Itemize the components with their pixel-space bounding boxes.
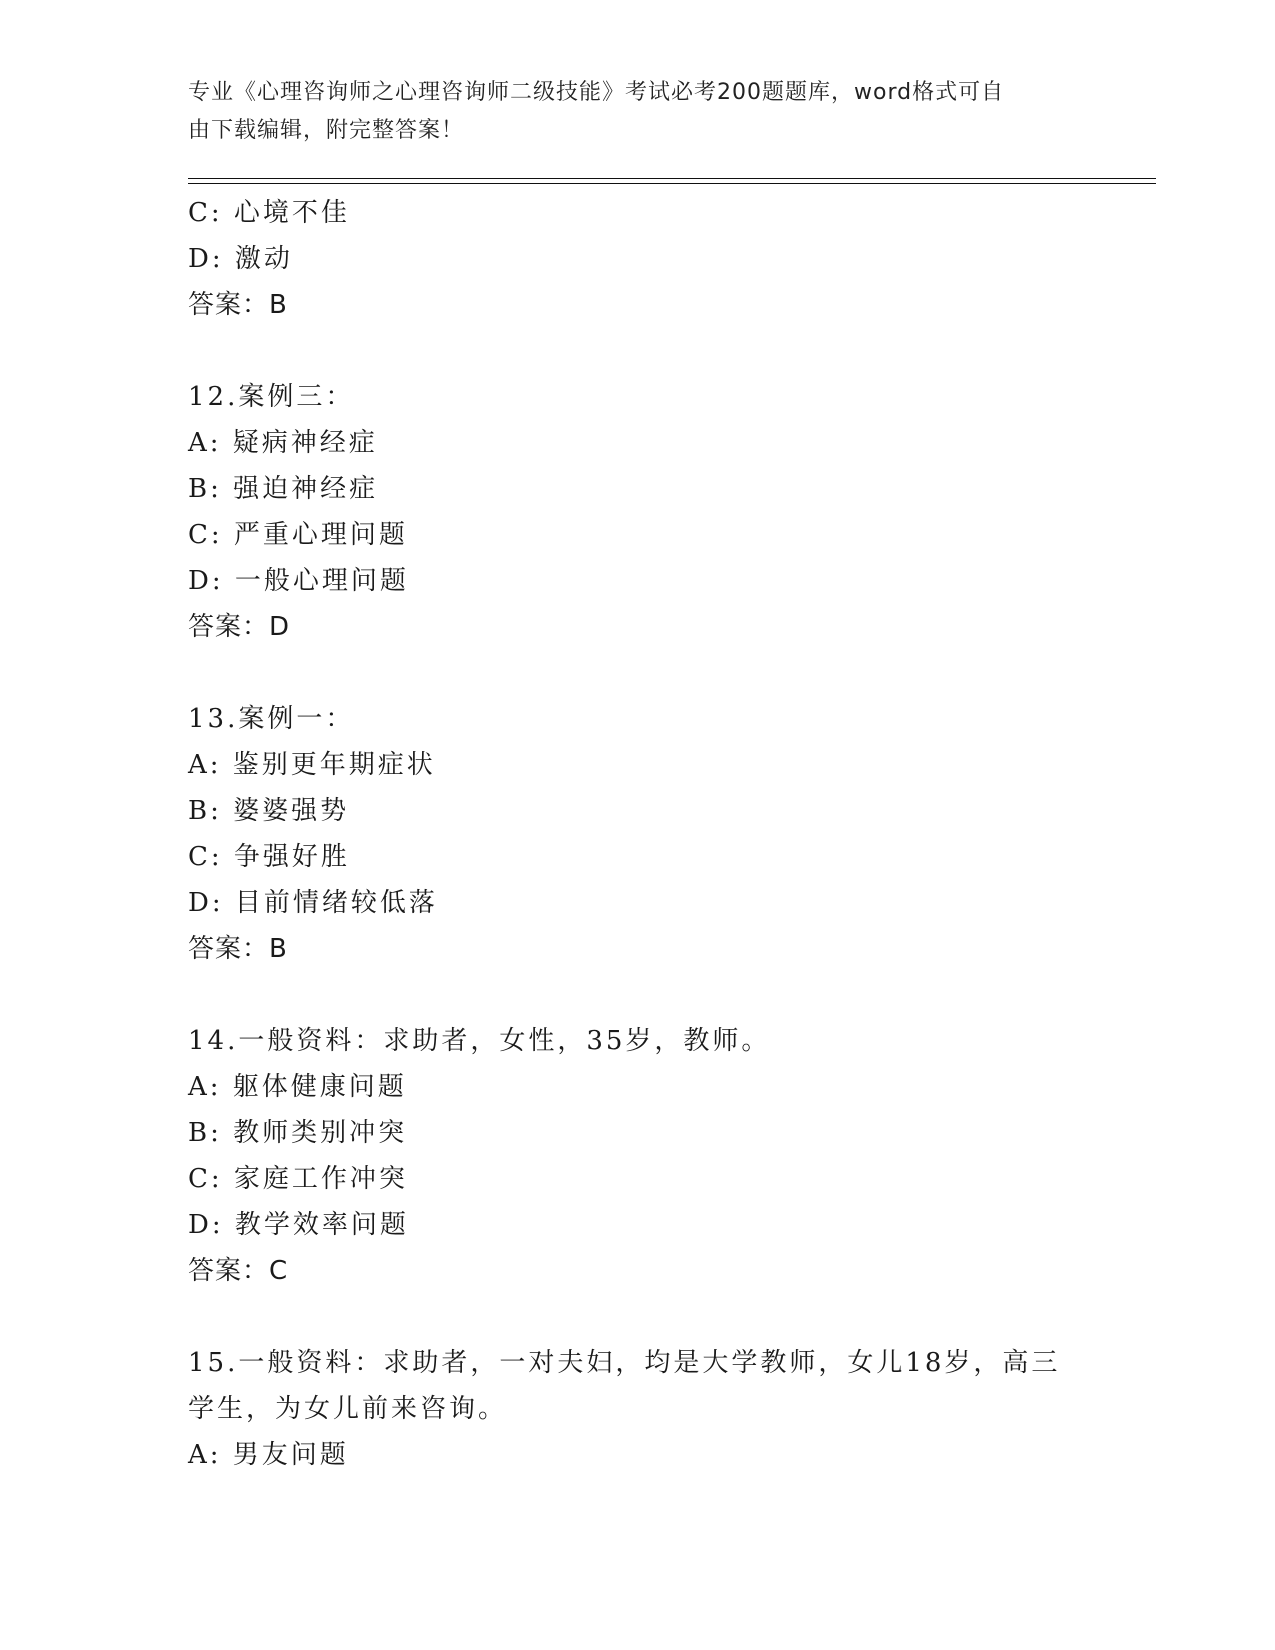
spacer (188, 1294, 1088, 1340)
q14-answer: 答案：C (188, 1256, 289, 1286)
spacer (188, 650, 1088, 696)
q14-stem: 14.一般资料：求助者，女性，35岁，教师。 (188, 1026, 771, 1056)
spacer (188, 328, 1088, 374)
q13-option-b: B: 婆婆强势 (188, 796, 350, 826)
q11-option-c: C: 心境不佳 (188, 198, 350, 228)
question-list (188, 190, 1088, 1478)
q13-option-c: C: 争强好胜 (188, 842, 350, 872)
q12-answer: 答案：D (188, 612, 291, 642)
header-rule-bottom (188, 183, 1156, 184)
q11-answer: 答案：B (188, 290, 288, 320)
spacer (188, 972, 1088, 1018)
q14-option-c: C: 家庭工作冲突 (188, 1164, 408, 1194)
q13-answer: 答案：B (188, 934, 288, 964)
document-header (188, 74, 1068, 150)
q12-option-a: A: 疑病神经症 (188, 428, 378, 458)
q15-stem-line-1: 15.一般资料：求助者，一对夫妇，均是大学教师，女儿18岁，高三 (188, 1348, 1061, 1378)
q14-option-b: B: 教师类别冲突 (188, 1118, 408, 1148)
q12-option-c: C: 严重心理问题 (188, 520, 408, 550)
q15-option-a: A: 男友问题 (188, 1440, 349, 1470)
q12-stem: 12.案例三： (188, 382, 355, 412)
q13-stem: 13.案例一： (188, 704, 355, 734)
header-line-1: 专业《心理咨询师之心理咨询师二级技能》考试必考200题题库，word格式可自 (188, 80, 1005, 105)
q12-option-d: D: 一般心理问题 (188, 566, 409, 596)
q11-option-d: D: 激动 (188, 244, 293, 274)
header-line-2: 由下载编辑，附完整答案！ (188, 118, 465, 143)
header-rule-top (188, 178, 1156, 179)
q14-option-a: A: 躯体健康问题 (188, 1072, 407, 1102)
q13-option-d: D: 目前情绪较低落 (188, 888, 438, 918)
q12-option-b: B: 强迫神经症 (188, 474, 379, 504)
q13-option-a: A: 鉴别更年期症状 (188, 750, 436, 780)
q15-stem-line-2: 学生，为女儿前来咨询。 (188, 1394, 508, 1424)
q14-option-d: D: 教学效率问题 (188, 1210, 409, 1240)
